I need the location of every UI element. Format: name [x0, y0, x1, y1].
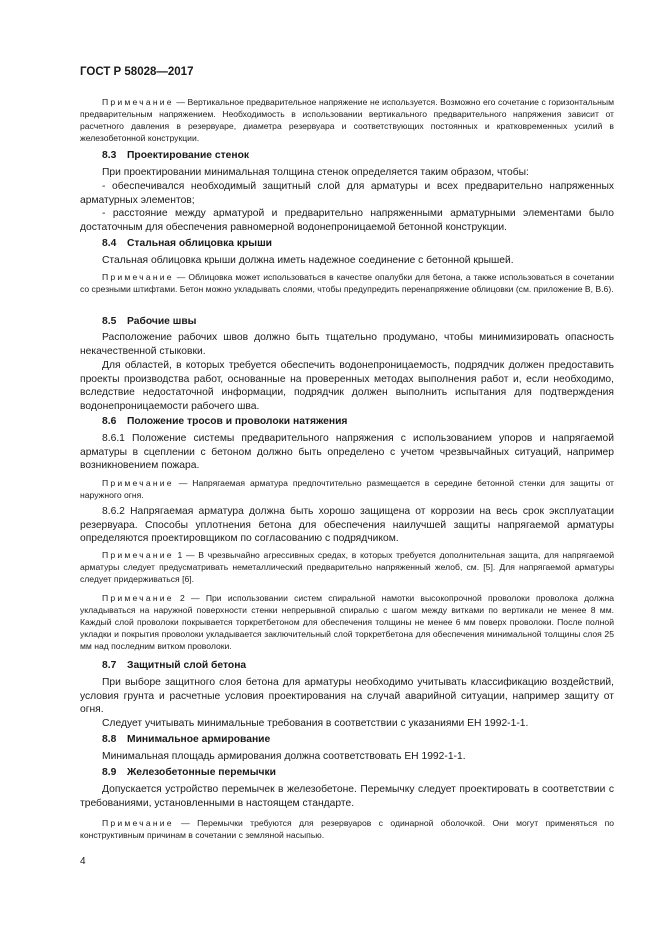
section-heading-8-6: 8.6 Положение тросов и проволоки натяжения [102, 416, 348, 427]
note-label: Примечание [102, 593, 174, 603]
paragraph: При выборе защитного слоя бетона для арматуры необходимо учитывать классификацию воздействий, условия грунта и расчетные условия проектирования на случай аварийной ситуации, например защиту от огня. [80, 677, 614, 716]
paragraph: Для областей, в которых требуется обеспечить водонепроницаемость, подрядчик должен предоставить проекты производства работ, основанные на проверенных методах выполнения работ и, если необходимо, вследствие недостаточной информации, подрядчик должен выполнить испытания для подтверждения водонепроницаемости рабочего шва. [80, 360, 614, 412]
section-heading-8-8: 8.8 Минимальное армирование [102, 734, 271, 745]
section-heading-8-5: 8.5 Рабочие швы [102, 316, 197, 327]
paragraph: Расположение рабочих швов должно быть тщательно продумано, чтобы минимизировать опасность некачественной стыковки. [80, 332, 614, 357]
paragraph: Минимальная площадь армирования должна соответствовать ЕН 1992-1-1. [102, 751, 466, 762]
note-8-2: Примечание — Вертикальное предварительное напряжение не используется. Возможно его сочетание с горизонтальным предварительным напряжением. Необходимость в использовании вертикального предварительного напряжения зависит от расчетного давления в резервуаре, диаметра резервуара и соответствующих постоянных и кратковременных усилий в железобетонной конструкции. [80, 97, 614, 144]
section-heading-8-4: 8.4 Стальная облицовка крыши [102, 238, 272, 249]
paragraph: 8.6.1 Положение системы предварительного напряжения с использованием упоров и напрягаемой арматуры в сцеплении с бетоном должно быть определено с учетом чрезвычайных ситуаций, например возникновением пожара. [80, 433, 614, 472]
note-8-6-2-1: Примечание 1 — В чрезвычайно агрессивных средах, в которых требуется дополнительная защита, для напрягаемой арматуры следует предусматривать неметаллический предварительно напряженный желоб, см. [5]. Для напрягаемой арматуры следует придерживаться [6]. [80, 550, 614, 585]
list-item: - обеспечивался необходимый защитный слой для арматуры и всех предварительно напряженных арматурных элементов; [80, 181, 614, 206]
section-heading-8-7: 8.7 Защитный слой бетона [102, 660, 247, 671]
paragraph: Следует учитывать минимальные требования в соответствии с указаниями ЕН 1992-1-1. [102, 718, 529, 729]
note-8-6-1: Примечание — Напрягаемая арматура предпочтительно размещается в середине бетонной стенки для защиты от наружного огня. [80, 478, 614, 501]
note-label: Примечание [102, 478, 174, 488]
paragraph: Допускается устройство перемычек в железобетоне. Перемычку следует проектировать в соответствии с требованиями, установленными в настоящем стандарте. [80, 784, 614, 809]
note-label: Примечание [102, 550, 174, 560]
note-8-6-2-2: Примечание 2 — При использовании систем спиральной намотки высокопрочной проволоки проволока должна укладываться на наружной поверхности стенки непрерывной спиралью с шагом между витками по вертикали не менее 8 мм. Каждый слой проволоки покрывается торкретбетоном для обеспечения толщины не менее 6 мм поверх проволоки. После полной укладки и покрытия проволоки укладывается заключительный слой торкретбетона для обеспечения минимальной толщины слоя 25 мм над последним витком проволоки. [80, 593, 615, 652]
note-label: Примечание [102, 818, 174, 828]
paragraph: Стальная облицовка крыши должна иметь надежное соединение с бетонной крышей. [102, 255, 514, 266]
section-heading-8-3: 8.3 Проектирование стенок [102, 150, 250, 161]
note-8-4: Примечание — Облицовка может использоваться в качестве опалубки для бетона, а также использоваться в сочетании со срезными штифтами. Бетон можно укладывать слоями, чтобы предупредить перенапряжение облицовки (см. приложение В, В.6). [80, 272, 615, 295]
note-label: Примечание [102, 272, 174, 282]
note-label: Примечание [102, 97, 174, 107]
paragraph: При проектировании минимальная толщина стенок определяется таким образом, чтобы: [102, 167, 529, 178]
page-number: 4 [80, 856, 86, 867]
note-8-9: Примечание — Перемычки требуются для резервуаров с одинарной оболочкой. Они могут применяться по конструктивным причинам в сочетании с земляной насыпью. [80, 818, 615, 841]
list-item: - расстояние между арматурой и предварительно напряженными арматурными элементами было достаточным для обеспечения равномерной водонепроницаемой бетонной конструкции. [80, 208, 614, 233]
document-header: ГОСТ Р 58028—2017 [80, 66, 194, 78]
section-heading-8-9: 8.9 Железобетонные перемычки [102, 767, 276, 778]
paragraph: 8.6.2 Напрягаемая арматура должна быть хорошо защищена от коррозии на весь срок эксплуатации резервуара. Способы уплотнения бетона для обеспечения наилучшей защиты напрягаемой арматуры определяются проектировщиком по согласованию с подрядчиком. [80, 506, 614, 545]
